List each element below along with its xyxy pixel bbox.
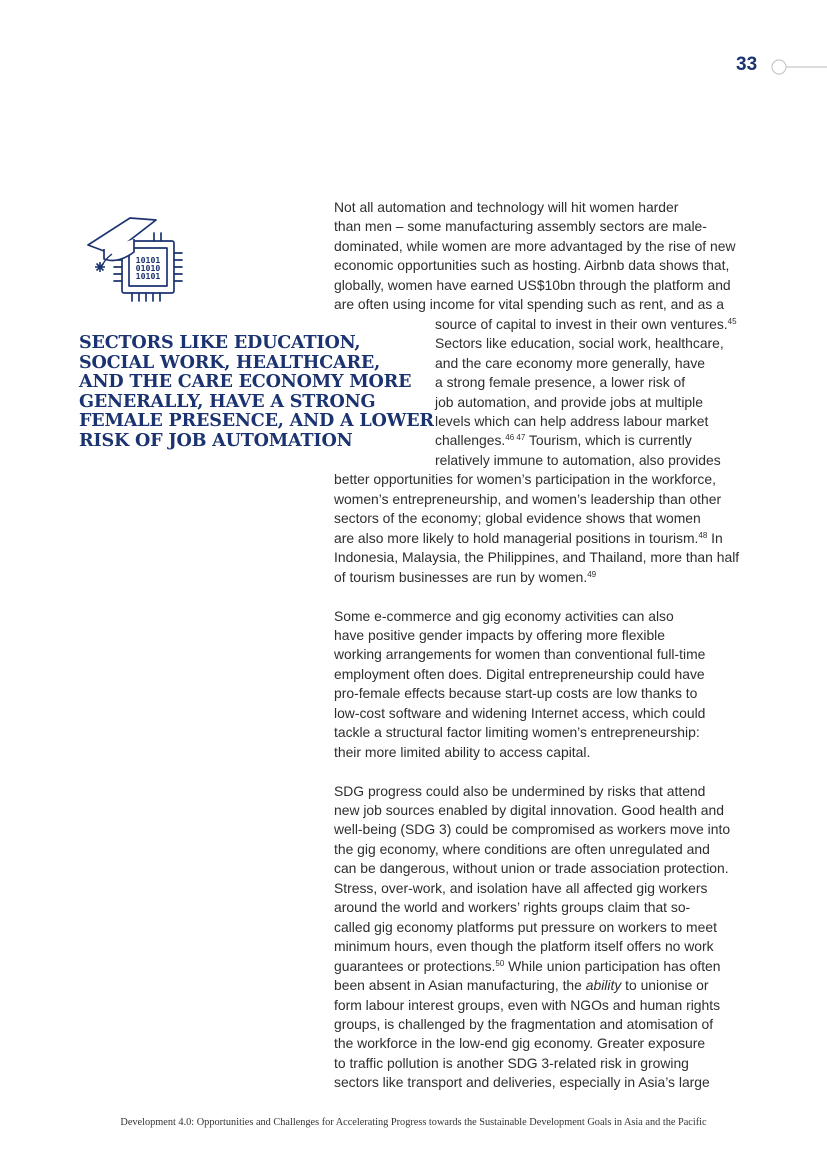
text-line (334, 431, 750, 450)
text-segment: challenges. (435, 432, 506, 449)
text-line: groups, is challenged by the fragmentation and atomisation of (334, 1016, 714, 1032)
text-line: low-cost software and widening Internet access, which could (334, 704, 706, 721)
text-line: dominated, while women are more advantaged by the rise of new (334, 237, 736, 254)
text-line: a strong female presence, a lower risk of (435, 374, 686, 391)
text-line (334, 976, 750, 995)
page-number-circle-decoration (768, 58, 827, 76)
text-line: sectors of the economy; global evidence shows that women (334, 510, 701, 527)
text-line: pro-female effects because start-up costs are low thanks to (334, 685, 698, 702)
text-segment: While union participation has often (504, 957, 721, 974)
footnote-ref: 46 47 (505, 433, 526, 443)
pull-quote-line: SOCIAL WORK, HEALTHCARE, (79, 351, 381, 373)
text-segment: are also more likely to hold managerial positions in tourism. (334, 529, 699, 546)
paragraph-gig-economy-gender (334, 607, 750, 763)
chip-binary-row: 10101 (135, 255, 161, 265)
pull-quote-line: SECTORS LIKE EDUCATION, (79, 332, 361, 353)
chip-binary-row: 01010 (135, 263, 161, 273)
text-segment: guarantees or protections. (334, 957, 496, 974)
text-line: have positive gender impacts by offering more flexible (334, 626, 665, 643)
text-line: their more limited ability to access capital. (334, 743, 591, 760)
text-line: form labour interest groups, even with NGOs and human rights (334, 996, 721, 1013)
paragraph-sdg-risks (334, 782, 750, 1093)
text-line: called gig economy platforms put pressure on workers to meet (334, 918, 717, 935)
text-line: SDG progress could also be undermined by risks that attend (334, 782, 706, 799)
text-line (334, 529, 750, 548)
emphasis: ability (585, 977, 622, 994)
text-line: can be dangerous, without union or trade association protection. (334, 860, 729, 877)
text-line: tackle a structural factor limiting women’s entrepreneurship: (334, 724, 700, 741)
text-segment: In (707, 529, 723, 546)
text-line: sectors like transport and deliveries, especially in Asia’s large (334, 1074, 710, 1091)
footnote-ref: 48 (698, 530, 708, 540)
body-text (334, 198, 750, 1112)
graduation-cap-chip-icon (84, 212, 194, 312)
text-segment: of tourism businesses are run by women. (334, 568, 588, 585)
text-line (334, 568, 750, 587)
pull-quote-line: RISK OF JOB AUTOMATION (79, 429, 353, 451)
paragraph-automation-gender (334, 198, 750, 587)
text-line: minimum hours, even though the platform itself offers no work (334, 938, 714, 955)
text-segment: Tourism, which is currently (525, 432, 692, 449)
page-number: 33 (736, 54, 758, 75)
text-line: Some e-commerce and gig economy activities can also (334, 607, 674, 624)
text-line: are often using income for vital spending such as rent, and as a (334, 296, 724, 313)
text-line: Sectors like education, social work, healthcare, (435, 335, 724, 352)
footnote-ref: 50 (495, 958, 505, 968)
text-line: than men – some manufacturing assembly sectors are male- (334, 218, 707, 235)
text-line: better opportunities for women’s participation in the workforce, (334, 471, 716, 488)
pull-quote-line: GENERALLY, HAVE A STRONG (79, 390, 376, 412)
text-segment: source of capital to invest in their own ventures. (435, 315, 728, 332)
text-line: around the world and workers’ rights groups claim that so- (334, 899, 691, 916)
footnote-ref: 45 (727, 316, 737, 326)
text-line: job automation, and provide jobs at multiple (435, 393, 703, 410)
text-line: economic opportunities such as hosting. Airbnb data shows that, (334, 257, 730, 274)
footnote-ref: 49 (587, 569, 597, 579)
text-line: the workforce in the low-end gig economy. Greater exposure (334, 1035, 706, 1052)
text-line: working arrangements for women than conventional full-time (334, 646, 706, 663)
text-line: Not all automation and technology will hit women harder (334, 199, 679, 215)
page-footer: Development 4.0: Opportunities and Challenges for Accelerating Progress towards the Sustainable Development Goals in Asia and the Pacific (120, 1117, 707, 1128)
text-line: globally, women have earned US$10bn through the platform and (334, 276, 731, 293)
text-line: levels which can help address labour market (435, 412, 709, 429)
text-line: and the care economy more generally, have (435, 354, 705, 371)
text-line: relatively immune to automation, also provides (435, 451, 721, 468)
text-line: women’s entrepreneurship, and women’s leadership than other (334, 490, 722, 507)
text-line: well-being (SDG 3) could be compromised as workers move into (334, 821, 731, 838)
text-line: new job sources enabled by digital innovation. Good health and (334, 802, 724, 819)
pull-quote-line: FEMALE PRESENCE, AND A LOWER (79, 410, 434, 431)
text-line: Stress, over-work, and isolation have all affected gig workers (334, 879, 708, 896)
pull-quote-line: AND THE CARE ECONOMY MORE (79, 371, 412, 392)
text-segment: been absent in Asian manufacturing, the (334, 977, 586, 994)
chip-binary-row: 10101 (135, 271, 161, 281)
text-line: Indonesia, Malaysia, the Philippines, and Thailand, more than half (334, 549, 740, 566)
text-line: the gig economy, where conditions are often unregulated and (334, 840, 710, 857)
text-line: employment often does. Digital entrepreneurship could have (334, 665, 705, 682)
text-segment: to unionise or (621, 977, 709, 994)
text-line (334, 957, 750, 976)
text-line (334, 315, 750, 334)
text-line: to traffic pollution is another SDG 3-related risk in growing (334, 1054, 689, 1071)
